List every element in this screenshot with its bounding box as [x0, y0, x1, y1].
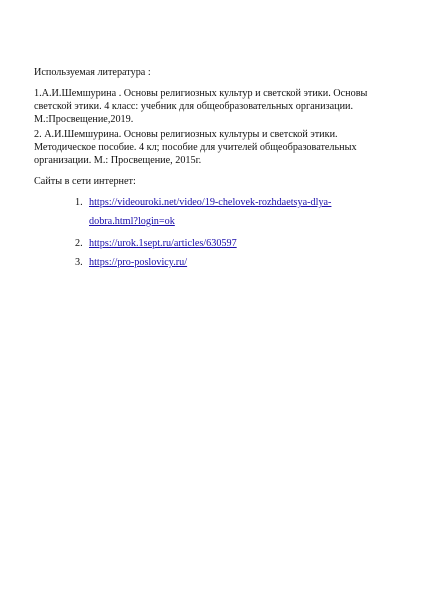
reference-1-line-3: М.:Просвещение,2019. [34, 114, 134, 125]
link-pro-poslovicy[interactable]: https://pro-poslovicy.ru/ [89, 257, 188, 268]
list-number: 1. [75, 197, 83, 208]
list-item [75, 237, 331, 250]
reference-2-line-3: организации. М.: Просвещение, 2015г. [34, 155, 202, 166]
list-item [75, 193, 331, 231]
sites-heading: Сайты в сети интернет: [34, 176, 136, 187]
link-urok-1sept[interactable]: https://urok.1sept.ru/articles/630597 [89, 238, 237, 249]
reference-1 [34, 87, 394, 126]
link-line-1: https://videouroki.net/video/19-chelovek-rozhdaetsya-dlya- [89, 197, 332, 208]
list-number: 3. [75, 257, 83, 268]
list-number: 2. [75, 238, 83, 249]
reference-1-line-2: светской этики. 4 класс: учебник для общеобразовательных организации. [34, 101, 354, 112]
link-line-2: dobra.html?login=ok [89, 216, 175, 227]
reference-2-line-2: Методическое пособие. 4 кл; пособие для учителей общеобразовательных [34, 142, 357, 153]
reference-2 [34, 128, 394, 167]
reference-2-line-1: 2. А.И.Шемшурина. Основы религиозных культуры и светской этики. [34, 129, 338, 140]
literature-heading: Используемая литература : [34, 67, 151, 78]
links-list [75, 193, 331, 275]
list-item [75, 256, 331, 269]
reference-1-line-1: 1.А.И.Шемшурина . Основы религиозных культур и светской этики. Основы [34, 88, 368, 99]
link-videouroki[interactable] [89, 193, 331, 231]
